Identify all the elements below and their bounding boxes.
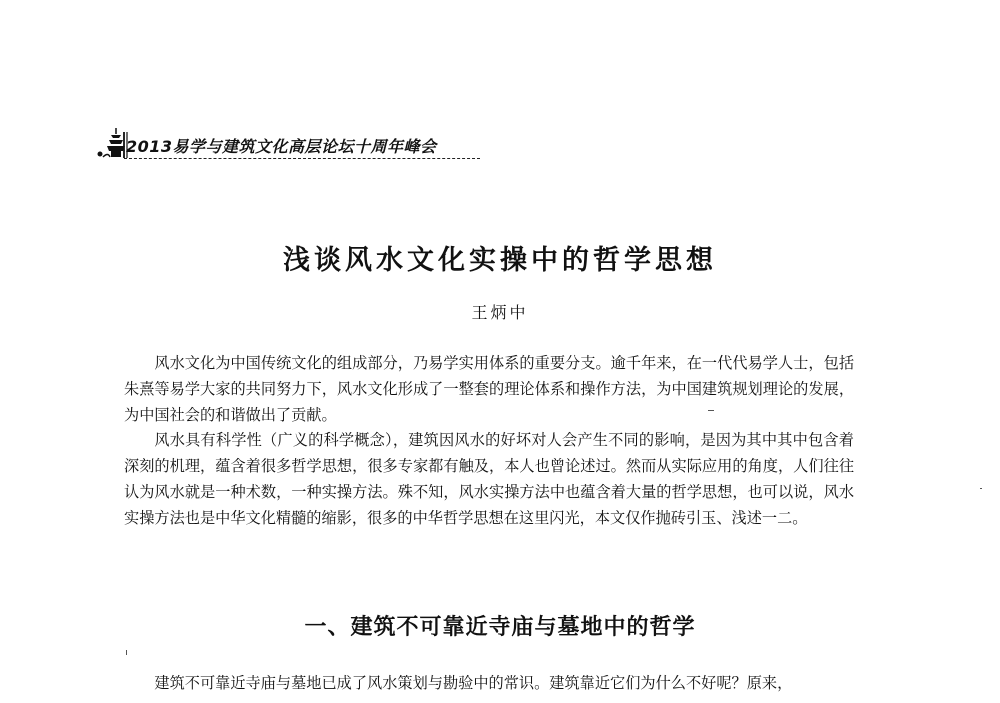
section-body [124, 671, 854, 697]
scan-speck [980, 488, 982, 489]
running-header-text: 2013易学与建筑文化高层论坛十周年峰会 [126, 137, 437, 156]
header-dashed-rule [124, 158, 480, 159]
scan-speck [708, 410, 714, 411]
paragraph: 风水文化为中国传统文化的组成部分，乃易学实用体系的重要分支。逾千年来，在一代代易学人士，包括朱熹等易学大家的共同努力下，风水文化形成了一整套的理论体系和操作方法，为中国建筑规划理论的发展，为中国社会的和谐做出了贡献。 [124, 354, 854, 424]
paragraph: 风水具有科学性（广义的科学概念），建筑因风水的好坏对人会产生不同的影响，是因为其中其中包含着深刻的机理，蕴含着很多哲学思想，很多专家都有触及，本人也曾论述过。然而从实际应用的角度，人们往往认为风水就是一种术数，一种实操方法。殊不知，风水实操方法中也蕴含着大量的哲学思想，也可以说，风水实操方法也是中华文化精髓的缩影，很多的中华哲学思想在这里闪光，本文仅作抛砖引玉、浅述一二。 [124, 431, 854, 527]
article-intro [124, 351, 854, 532]
pagoda-logo-icon [96, 126, 130, 160]
article-author: 王炳中 [471, 303, 529, 322]
running-header [96, 126, 480, 160]
section-heading: 一、建筑不可靠近寺庙与墓地中的哲学 [304, 614, 696, 640]
article-title: 浅谈风水文化实操中的哲学思想 [283, 245, 717, 276]
paragraph: 建筑不可靠近寺庙与墓地已成了风水策划与勘验中的常识。建筑靠近它们为什么不好呢？原来， [154, 674, 793, 692]
scan-speck [126, 650, 127, 655]
